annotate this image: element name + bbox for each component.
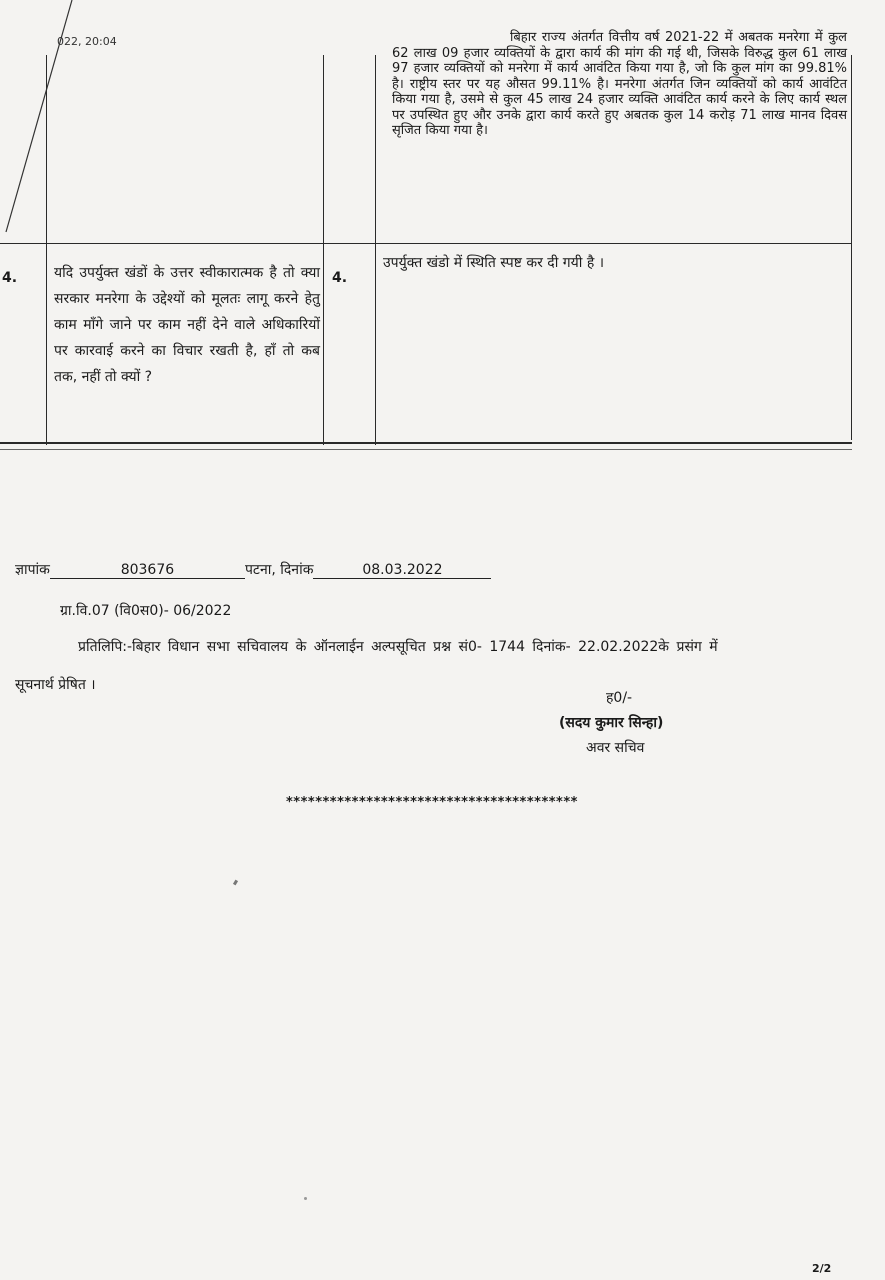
row3-answer: बिहार राज्य अंतर्गत वित्तीय वर्ष 2021-22 में अबतक मनरेगा में कुल 62 लाख 09 हजार व्यक्तियों के द्वारा कार्य की मांग की गई थी, जिसके विरुद्ध कुल 61 लाख 97 हजार व्यक्तियों को मनरेगा में कार्य आवंटित किया गया है, जो कि कुल मांग का 99.81% है। राष्ट्रीय स्तर पर यह औसत 99.11% है। मनरेगा अंतर्गत जिन व्यक्तियों को कार्य आवंटित किया गया है, उसमे से कुल 45 लाख 24 हजार व्यक्ति आवंटित कार्य करने के लिए कार्य स्थल पर उपस्थित हुए और उनके द्वारा कार्य करते हुए अबतक कुल 14 करोड़ 71 लाख मानव दिवस सृजित किया गया है। xyxy=(392,30,847,138)
table-col-divider-4 xyxy=(851,55,852,440)
memo-date: 08.03.2022 xyxy=(313,562,491,579)
place-label: पटना, दिनांक xyxy=(244,562,314,578)
table-col-divider-2 xyxy=(323,55,324,445)
table-row-divider xyxy=(0,243,852,244)
signatory-name: (सदय कुमार सिन्हा) xyxy=(559,715,664,731)
copy-to-text-cont: सूचनार्थ प्रेषित । xyxy=(15,677,96,693)
row4-question: यदि उपर्युक्त खंडों के उत्तर स्वीकारात्मक है तो क्या सरकार मनरेगा के उद्देश्यों को मूलतः लागू करने हेतु काम माँगे जाने पर काम नहीं देने वाले अधिकारियों पर कारवाई करने का विचार रखती है, हाँ तो कब तक, नहीं तो क्यों ? xyxy=(54,265,320,385)
file-reference: ग्रा.वि.07 (वि0स0)- 06/2022 xyxy=(60,603,232,619)
table-col-divider-1 xyxy=(46,55,47,445)
margin-stroke xyxy=(0,0,80,240)
row4-question-number: 4. xyxy=(2,270,18,286)
memo-number: 803676 xyxy=(50,562,245,579)
signature-mark: ह0/- xyxy=(606,690,633,706)
memo-label: ज्ञापांक xyxy=(15,562,50,578)
signatory-designation: अवर सचिव xyxy=(586,740,645,756)
end-separator: **************************************** xyxy=(286,795,578,810)
page-number: 2/2 xyxy=(812,1262,832,1275)
table-bottom-border xyxy=(0,442,852,444)
table-col-divider-3 xyxy=(375,55,376,445)
scan-speck xyxy=(233,880,238,886)
table-bottom-border-2 xyxy=(0,449,852,450)
row4-answer: उपर्युक्त खंडो में स्थिति स्पष्ट कर दी गयी है । xyxy=(383,255,605,271)
print-timestamp: 022, 20:04 xyxy=(57,35,117,48)
row4-answer-number: 4. xyxy=(332,270,348,286)
memo-line xyxy=(15,560,491,579)
scan-speck-2 xyxy=(304,1197,307,1200)
copy-to-text: प्रतिलिपि:-बिहार विधान सभा सचिवालय के ऑनलाईन अल्पसूचित प्रश्न सं0- 1744 दिनांक- 22.02.2022के प्रसंग में xyxy=(78,639,718,655)
